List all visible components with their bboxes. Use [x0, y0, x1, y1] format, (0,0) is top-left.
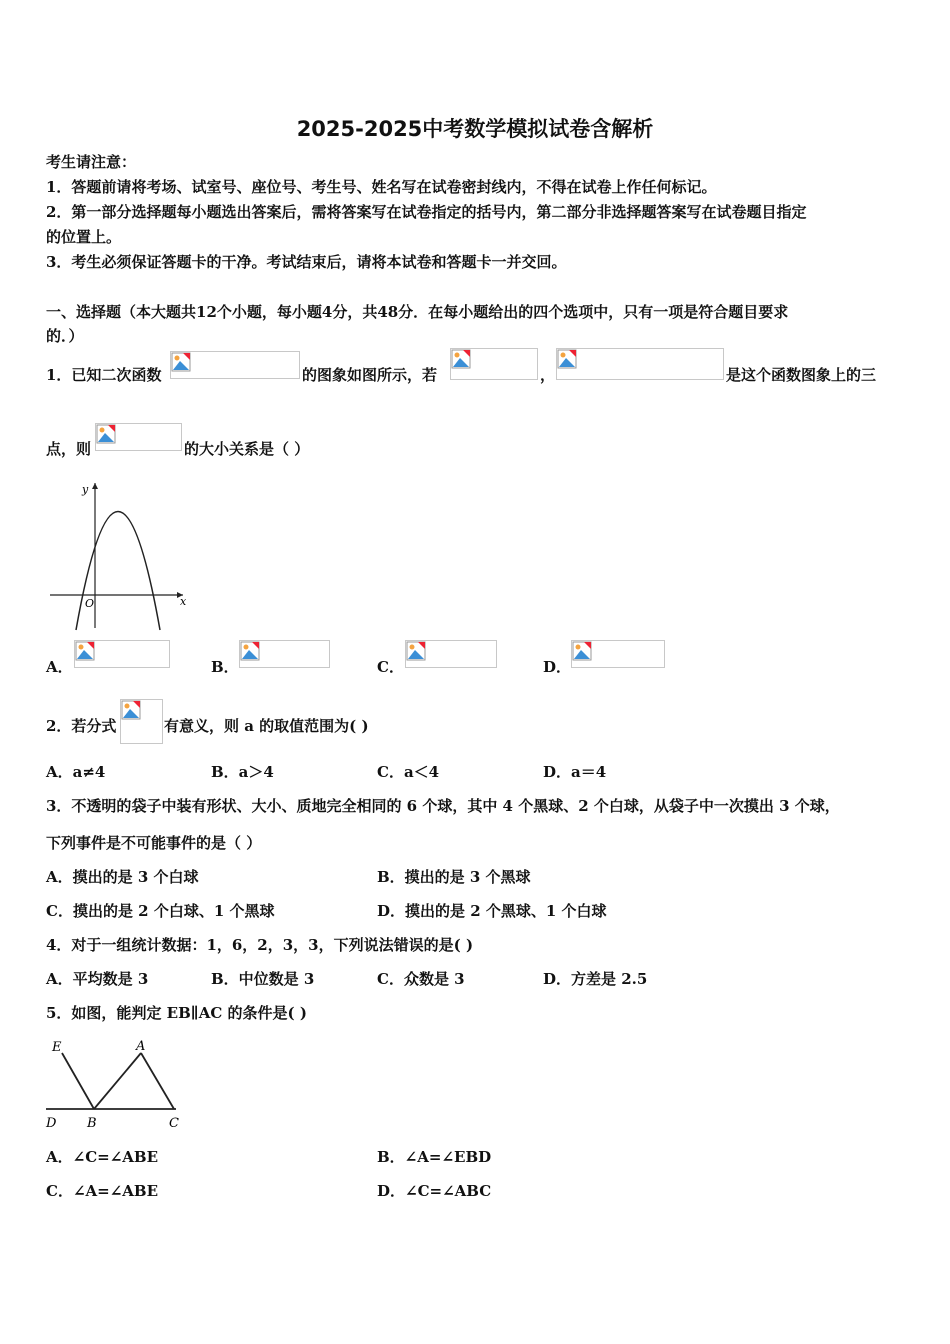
- q1-text: 的图象如图所示，若: [302, 366, 438, 384]
- q1-text: 的大小关系是（ ）: [184, 440, 310, 458]
- q4-option-a[interactable]: A．平均数是 3: [46, 970, 149, 988]
- notice-item: 2．第一部分选择题每小题选出答案后，需将答案写在试卷指定的括号内，第二部分非选择题答案写在试卷题目指定: [46, 203, 807, 221]
- q1-option-b[interactable]: B．: [211, 658, 239, 676]
- point-a-label: A: [136, 1039, 146, 1054]
- parabola-graph: [48, 478, 193, 633]
- q1-text: 点，则: [46, 440, 92, 458]
- q4-option-c[interactable]: C．众数是 3: [377, 970, 465, 988]
- q5-option-b[interactable]: B．∠A=∠EBD: [377, 1148, 492, 1166]
- q2-text: 有意义，则 a 的取值范围为( ): [164, 717, 369, 735]
- broken-image-icon: [170, 351, 300, 379]
- broken-image-icon: [556, 348, 724, 380]
- broken-image-icon: [95, 423, 182, 451]
- point-e-label: E: [52, 1040, 62, 1055]
- broken-image-icon: [571, 640, 665, 668]
- q5-option-d[interactable]: D．∠C=∠ABC: [377, 1182, 492, 1200]
- q5-option-c[interactable]: C．∠A=∠ABE: [46, 1182, 159, 1200]
- q5-option-a[interactable]: A．∠C=∠ABE: [46, 1148, 159, 1166]
- q3-option-c[interactable]: C．摸出的是 2 个白球、1 个黑球: [46, 902, 275, 920]
- notice-item: 1．答题前请将考场、试室号、座位号、考生号、姓名写在试卷密封线内，不得在试卷上作任何标记。: [46, 178, 717, 196]
- q2-option-a[interactable]: A．a≠4: [46, 763, 106, 781]
- section-heading: 一、选择题（本大题共12个小题，每小题4分，共48分．在每小题给出的四个选项中，只有一项是符合题目要求: [46, 303, 789, 321]
- q3-option-b[interactable]: B．摸出的是 3 个黑球: [377, 868, 531, 886]
- q3-option-d[interactable]: D．摸出的是 2 个黑球、1 个白球: [377, 902, 607, 920]
- notice-item: 3．考生必须保证答题卡的干净。考试结束后，请将本试卷和答题卡一并交回。: [46, 253, 567, 271]
- q1-text: ，: [540, 366, 556, 384]
- q1-option-d[interactable]: D．: [543, 658, 572, 676]
- point-b-label: B: [87, 1116, 97, 1131]
- broken-image-icon: [405, 640, 497, 668]
- q2-text: 2．若分式: [46, 717, 117, 735]
- q1-text: 1．已知二次函数: [46, 366, 162, 384]
- point-d-label: D: [46, 1116, 57, 1131]
- q4-text: 4．对于一组统计数据：1，6，2，3，3，下列说法错误的是( ): [46, 936, 474, 954]
- q4-option-b[interactable]: B．中位数是 3: [211, 970, 315, 988]
- broken-image-icon: [120, 699, 163, 744]
- broken-image-icon: [450, 348, 538, 380]
- q3-option-a[interactable]: A．摸出的是 3 个白球: [46, 868, 199, 886]
- q5-text: 5．如图，能判定 EB∥AC 的条件是( ): [46, 1004, 307, 1022]
- q4-option-d[interactable]: D．方差是 2.5: [543, 970, 648, 988]
- origin-label: O: [85, 597, 95, 610]
- q1-option-a[interactable]: A．: [46, 658, 73, 676]
- broken-image-icon: [239, 640, 330, 668]
- q3-text: 下列事件是不可能事件的是（ ）: [46, 834, 262, 852]
- geometry-figure: [44, 1036, 189, 1132]
- x-axis-label: x: [180, 595, 187, 608]
- notice-item: 的位置上。: [46, 228, 122, 246]
- page-title: 2025-2025中考数学模拟试卷含解析: [296, 117, 654, 141]
- section-heading-cont: 的．）: [46, 327, 84, 345]
- q1-text: 是这个函数图象上的三: [726, 366, 877, 384]
- broken-image-icon: [74, 640, 170, 668]
- point-c-label: C: [169, 1116, 179, 1131]
- q2-option-b[interactable]: B．a＞4: [211, 763, 274, 781]
- q3-text: 3．不透明的袋子中装有形状、大小、质地完全相同的 6 个球，其中 4 个黑球、2 个白球，从袋子中一次摸出 3 个球，: [46, 797, 840, 815]
- notice-heading: 考生请注意：: [46, 153, 137, 171]
- y-axis-label: y: [82, 483, 89, 496]
- q2-option-d[interactable]: D．a＝4: [543, 763, 607, 781]
- q2-option-c[interactable]: C．a＜4: [377, 763, 440, 781]
- q1-option-c[interactable]: C．: [377, 658, 404, 676]
